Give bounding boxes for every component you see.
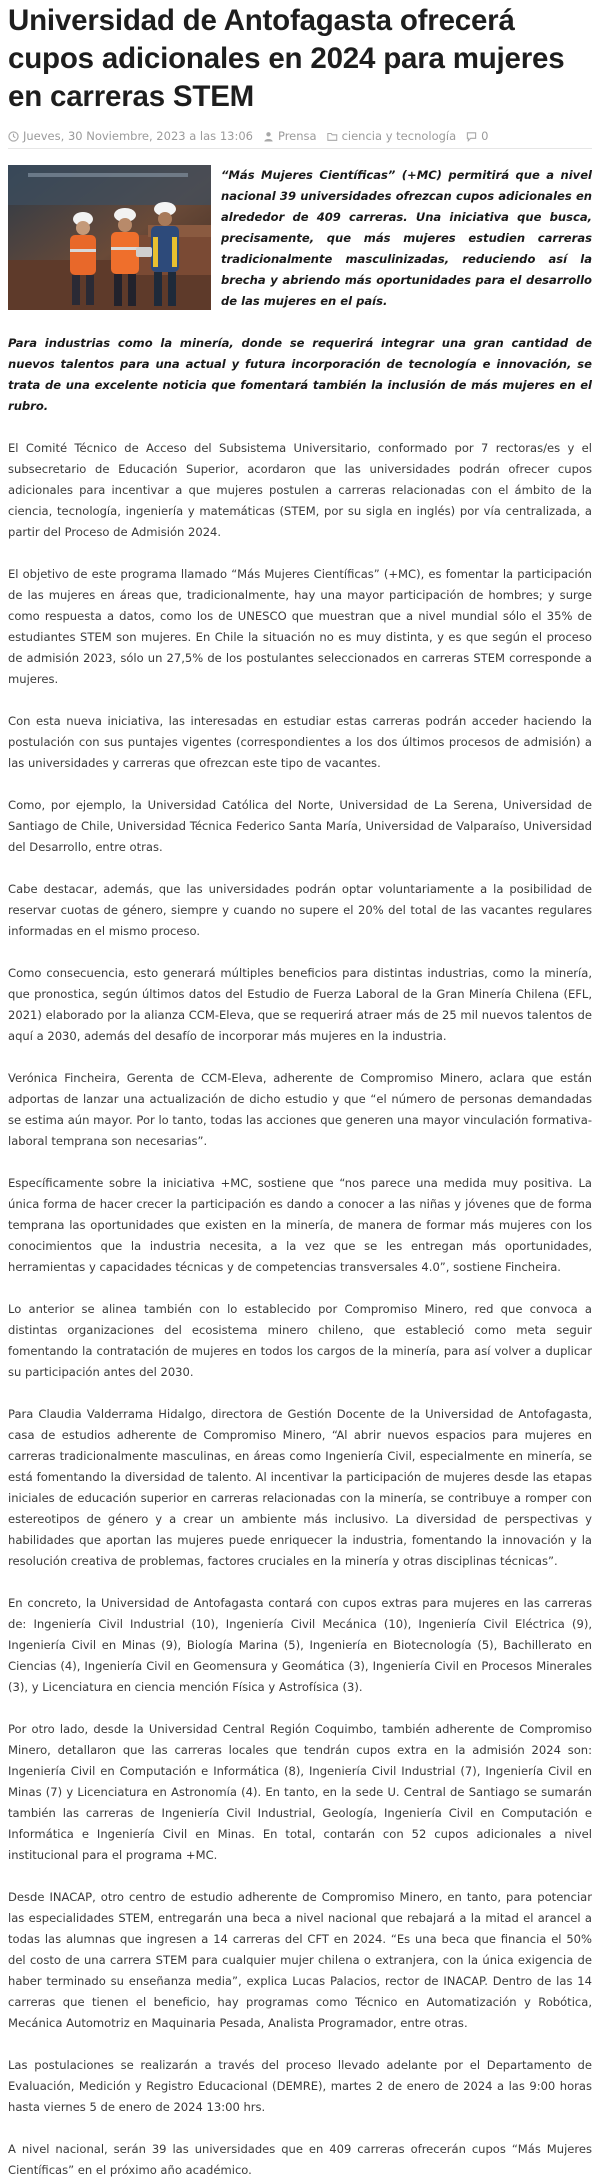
clock-icon bbox=[8, 131, 19, 142]
body-paragraph: El objetivo de este programa llamado “Más Mujeres Científicas” (+MC), es fomentar la participación de las mujeres en áreas que, tradicionalmente, hay una mayor participación de hombres; y surge como respuesta a datos, como los de UNESCO que muestran que a nivel mundial sólo el 35% de estudiantes STEM son mujeres. En Chile la situación no es muy distinta, y es que según el proceso de admisión 2023, sólo un 27,5% de los postulantes seleccionados en carreras STEM corresponde a mujeres. bbox=[8, 567, 592, 686]
body-paragraph: Para Claudia Valderrama Hidalgo, directora de Gestión Docente de la Universidad de Antofagasta, casa de estudios adherente de Compromiso Minero, “Al abrir nuevos espacios para mujeres en carreras tradicionalmente masculinas, en áreas como Ingeniería Civil, especialmente en minería, se está fomentando la diversidad de talento. Al incentivar la participación de mujeres desde las etapas iniciales de educación superior en carreras relacionadas con la minería, se contribuye a romper con estereotipos de género y a crear un ambiente más inclusivo. La diversidad de perspectivas y habilidades que aportan las mujeres puede enriquecer la industria, fomentando la innovación y la resolución creativa de problemas, factores cruciales en la minería y otras disciplinas técnicas”. bbox=[8, 1407, 592, 1568]
comment-icon bbox=[466, 131, 477, 142]
body-paragraph: Lo anterior se alinea también con lo establecido por Compromiso Minero, red que convoca a distintas organizaciones del ecosistema minero chileno, que estableció como meta seguir fomentando la contratación de mujeres en todos los cargos de la minería, para así volver a duplicar su participación antes del 2030. bbox=[8, 1302, 592, 1379]
body-paragraph: Las postulaciones se realizarán a través del proceso llevado adelante por el Departamento de Evaluación, Medición y Registro Educacional (DEMRE), martes 2 de enero de 2024 a las 9:00 horas hasta viernes 5 de enero de 2024 13:00 hrs. bbox=[8, 2058, 592, 2114]
comments-count[interactable]: 0 bbox=[481, 129, 489, 143]
folder-icon bbox=[327, 131, 338, 142]
mining-workers-image bbox=[8, 165, 211, 310]
body-paragraph: Con esta nueva iniciativa, las interesadas en estudiar estas carreras podrán acceder haciendo la postulación con sus puntajes vigentes (correspondientes a los dos últimos procesos de admisión) a las universidades y carreras que ofrezcan este tipo de vacantes. bbox=[8, 714, 592, 770]
lead-paragraph: “Más Mujeres Científicas” (+MC) permitirá que a nivel nacional 39 universidades ofrezcan cupos adicionales en alrededor de 409 carreras. Una iniciativa que busca, precisamente, que más mujeres estudien carreras tradicionalmente masculinizadas, reduciendo así la brecha y abriendo más oportunidades para el desarrollo de las mujeres en el país. bbox=[221, 168, 592, 308]
author-link[interactable]: Prensa bbox=[277, 129, 317, 143]
body-paragraph: Verónica Fincheira, Gerenta de CCM-Eleva, adherente de Compromiso Minero, aclara que están adportas de lanzar una actualización de dicho estudio y que “el número de personas demandadas se estima aún mayor. Por lo tanto, todas las acciones que generen una mayor vinculación formativa-laboral temprana son necesarias”. bbox=[8, 1071, 592, 1148]
lead-paragraph-2: Para industrias como la minería, donde se requerirá integrar una gran cantidad de nuevos talentos para una actual y futura incorporación de tecnología e innovación, se trata de una excelente noticia que fomentará también la inclusión de más mujeres en el rubro. bbox=[8, 336, 592, 413]
category-group bbox=[327, 126, 457, 146]
body-paragraph: Cabe destacar, además, que las universidades podrán optar voluntariamente a la posibilidad de reservar cuotas de género, siempre y cuando no supere el 20% del total de las vacantes regulares informadas en el mismo proceso. bbox=[8, 882, 592, 938]
author-group bbox=[263, 126, 317, 146]
body-paragraph: Específicamente sobre la iniciativa +MC, sostiene que “nos parece una medida muy positiva. La única forma de hacer crecer la participación es dando a conocer a las niñas y jóvenes que de forma temprana las oportunidades que existen en la minería, de manera de formar más mujeres con los conocimientos que la industria necesita, a la vez que se les entregan más oportunidades, herramientas y capacidades técnicas y de competencias transversales 4.0”, sostiene Fincheira. bbox=[8, 1176, 592, 1274]
article-date: Jueves, 30 Noviembre, 2023 a las 13:06 bbox=[23, 129, 253, 143]
category-link[interactable]: ciencia y tecnología bbox=[341, 129, 457, 143]
article-meta bbox=[8, 124, 592, 149]
body-paragraph: En concreto, la Universidad de Antofagasta contará con cupos extras para mujeres en las carreras de: Ingeniería Civil Industrial (10), Ingeniería Civil Mecánica (10), Ingeniería Civil Eléctrica (9), Ingeniería Civil en Minas (9), Biología Marina (5), Ingeniería en Biotecnología (5), Bachillerato en Ciencias (4), Ingeniería Civil en Geomensura y Geomática (3), Ingeniería Civil en Procesos Minerales (3), y Licenciatura en ciencia mención Física y Astrofísica (3). bbox=[8, 1596, 592, 1694]
body-paragraph: Como consecuencia, esto generará múltiples beneficios para distintas industrias, como la minería, que pronostica, según últimos datos del Estudio de Fuerza Laboral de la Gran Minería Chilena (EFL, 2021) elaborado por la alianza CCM-Eleva, que se requerirá atraer más de 25 mil nuevos talentos de aquí a 2030, además del desafío de incorporar más mujeres en la industria. bbox=[8, 966, 592, 1043]
article-photo bbox=[8, 165, 211, 310]
article-body bbox=[8, 165, 592, 2181]
body-paragraph: Como, por ejemplo, la Universidad Católica del Norte, Universidad de La Serena, Universidad de Santiago de Chile, Universidad Técnica Federico Santa María, Universidad de Valparaíso, Universidad del Desarrollo, entre otras. bbox=[8, 798, 592, 854]
body-paragraph: Por otro lado, desde la Universidad Central Región Coquimbo, también adherente de Compromiso Minero, detallaron que las carreras locales que tendrán cupos extra en la admisión 2024 son: Ingeniería Civil en Computación e Informática (8), Ingeniería Civil Industrial (7), Ingeniería Civil en Minas (7) y Licenciatura en Astronomía (4). En tanto, en la sede U. Central de Santiago se sumarán también las carreras de Ingeniería Civil Industrial, Geología, Ingeniería Civil en Computación e Informática e Ingeniería Civil en Minas. En total, contarán con 52 cupos adicionales a nivel institucional para el programa +MC. bbox=[8, 1722, 592, 1862]
article-title: Universidad de Antofagasta ofrecerá cupos adicionales en 2024 para mujeres en carreras STEM bbox=[8, 4, 565, 113]
date-group bbox=[8, 126, 253, 146]
body-paragraph: Desde INACAP, otro centro de estudio adherente de Compromiso Minero, en tanto, para potenciar las especialidades STEM, entregarán una beca a nivel nacional que rebajará a la mitad el arancel a todas las alumnas que ingresen a 14 carreras del CFT en 2024. “Es una beca que financia el 50% del costo de una carrera STEM para cualquier mujer chilena o extranjera, con la única exigencia de haber terminado su enseñanza media”, explica Lucas Palacios, rector de INACAP. Dentro de las 14 carreras que tienen el beneficio, hay programas como Técnico en Automatización y Robótica, Mecánica Automotriz en Maquinaria Pesada, Analista Programador, entre otras. bbox=[8, 1890, 592, 2030]
body-paragraph: A nivel nacional, serán 39 las universidades que en 409 carreras ofrecerán cupos “Más Mujeres Científicas” en el próximo año académico. bbox=[8, 2142, 592, 2177]
comments-group bbox=[466, 126, 488, 146]
user-icon bbox=[263, 131, 274, 142]
body-paragraph: El Comité Técnico de Acceso del Subsistema Universitario, conformado por 7 rectoras/es y el subsecretario de Educación Superior, acordaron que las universidades podrán ofrecer cupos adicionales para incentivar a que mujeres postulen a carreras relacionadas con el ámbito de la ciencia, tecnología, ingeniería y matemáticas (STEM, por su sigla en inglés) por vía centralizada, a partir del Proceso de Admisión 2024. bbox=[8, 441, 592, 539]
